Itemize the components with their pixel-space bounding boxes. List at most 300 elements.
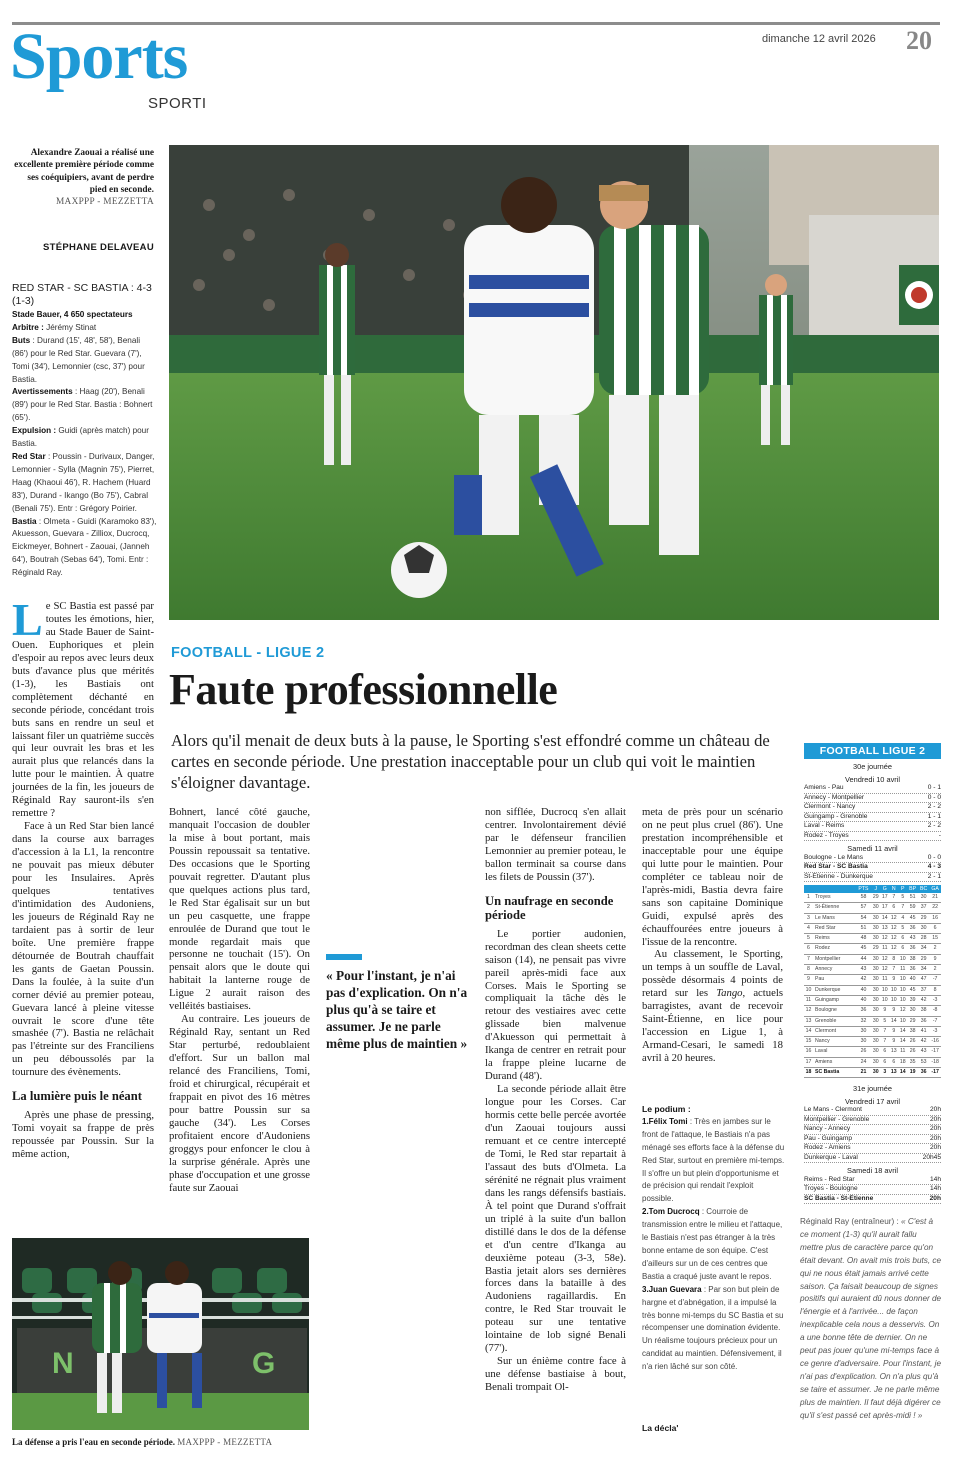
team-name: Boulogne <box>813 1006 856 1016</box>
standings-cell: 15 <box>929 934 941 944</box>
standings-cell: 9 <box>804 975 813 985</box>
standings-cell: 30 <box>871 913 880 923</box>
standings-cell: 36 <box>907 944 918 954</box>
standings-cell: 6 <box>804 944 813 954</box>
standings-cell: 30 <box>918 893 929 903</box>
photo-caption-main <box>12 147 154 208</box>
standings-cell: 12 <box>889 923 898 933</box>
standings-cell: 7 <box>889 965 898 975</box>
match-score: 4 - 3 <box>927 863 941 870</box>
standings-cell: -3 <box>929 1026 941 1036</box>
coach-quote <box>800 1216 942 1423</box>
standings-row <box>804 975 941 985</box>
standings-cell: 30 <box>871 1037 880 1047</box>
standings-cell: 22 <box>929 903 941 913</box>
paragraph: Bohnert, lancé côté gauche, manquait l'occasion de doubler la mise à bout portant, mais Poussin repoussait sa tentative. Des occasions que le Sporting pouvait regretter. D'autant plus que quelques actions plus tard, le Red Star égalisait sur un but un peu casquette, une frappe enroulée de Durand que tout le monde regardait mais que personne ne touchait (15'). On pensait alors que le doute qui habitait la lanterne rouge de Ligue 2 aurait raison des velléités bastiaises. <box>169 806 310 1013</box>
standings-row <box>804 1047 941 1057</box>
standings-cell: 10 <box>898 1016 907 1026</box>
standings-cell: -7 <box>929 975 941 985</box>
kickoff-time: 20h <box>929 1125 941 1133</box>
match-teams: Guingamp - Grenoble <box>804 812 868 820</box>
day-label: Samedi 11 avril <box>847 844 898 853</box>
match-teams: Annecy - Montpellier <box>804 793 865 801</box>
caption-text: Alexandre Zaouai a réalisé une excellente première période comme ses coéquipiers, avant de perdre pied en seconde. <box>14 148 154 195</box>
fixtures-friday <box>804 1106 941 1163</box>
standings-cell: 1 <box>804 893 813 903</box>
standings-cell: 30 <box>871 1006 880 1016</box>
stadium: Stade Bauer, 4 650 spectateurs <box>12 310 133 319</box>
standings-cell: 47 <box>918 975 929 985</box>
standings-cell: 29 <box>918 954 929 964</box>
result-row <box>804 863 941 873</box>
standings-cell: 30 <box>871 1057 880 1067</box>
standings-cell: 43 <box>856 965 872 975</box>
standings-cell: 30 <box>871 995 880 1005</box>
podium-box <box>642 1103 787 1374</box>
standings-cell: 34 <box>918 965 929 975</box>
standings-row <box>804 1057 941 1067</box>
podium-item: 3.Juan Guevara : Par son but plein de hargne et d'abnégation, il a impulsé la très bonne mi-temps du SC Bastia et su récompenser une domination évidente. Un réalisme toujours précieux pour un candidat au maintien. Défensivement, il n'a rien lâché sur son côté. <box>642 1284 784 1372</box>
subheading: Un naufrage en seconde période <box>485 893 614 922</box>
standings-cell: 42 <box>856 975 872 985</box>
standings-cell: -3 <box>929 995 941 1005</box>
standings-cell: 12 <box>880 954 889 964</box>
standings-cell: 10 <box>804 985 813 995</box>
standings-cell: 3 <box>804 913 813 923</box>
standings-row <box>804 903 941 913</box>
standings-cell: -17 <box>929 1047 941 1057</box>
match-score: RED STAR - SC BASTIA : 4-3 (1-3) <box>12 282 152 307</box>
standings-cell: 18 <box>898 1057 907 1067</box>
result-row <box>804 803 941 813</box>
standings-column-header: BC <box>920 886 928 892</box>
subheading: La lumière puis le néant <box>12 1089 142 1104</box>
standings-cell: 11 <box>804 995 813 1005</box>
standings-cell: 30 <box>871 923 880 933</box>
standings-cell: 12 <box>804 1006 813 1016</box>
fixtures-saturday <box>804 1176 941 1205</box>
result-row <box>804 813 941 823</box>
standings-cell: 45 <box>907 913 918 923</box>
page-number: 20 <box>906 26 932 55</box>
standings-cell: 54 <box>856 913 872 923</box>
fact-goals: Buts : Durand (15', 48', 58'), Benali (86') pour le Red Star. Guevara (7'), Tomi (34'), Lemonnier (csc, 37') pour Bastia. <box>12 335 145 384</box>
result-row <box>804 784 941 794</box>
paragraph: La seconde période allait être longue pour les Corses. Car hormis cette belle percée avortée d'un Zaouai toujours aussi remuant et ce centre intercepté de Tomi, le Red star repartait à l'assaut des buts d'Olmeta. La sérénité ne régnait plus vraiment dans les rangs défensifs bastiais. À tel point que Durand s'offrait un triplé à la suite d'un ballon distillé dans le dos de la défense et d'un centre d'Ikanga au deuxième poteau (3-3, 58e). Bastia jetait alors ses dernières forces dans la bataille à des Audoniens ragaillardis. En contre, le Red Star trouvait le poteau sur une tentative lointaine de lob signé Benali (77'). <box>485 1083 626 1355</box>
result-row <box>804 873 941 883</box>
football-match-photo <box>169 145 939 620</box>
standings-row <box>804 954 941 964</box>
fixture-row <box>804 1195 941 1205</box>
photo-caption-secondary: La défense a pris l'eau en seconde période. MAXPPP - MEZZETTA <box>12 1437 273 1447</box>
standings-cell: 30 <box>856 1026 872 1036</box>
standings-cell: 41 <box>918 1026 929 1036</box>
standings-cell: 2 <box>804 903 813 913</box>
standings-column-header: N <box>889 885 898 893</box>
standings-cell: 9 <box>889 975 898 985</box>
result-row <box>804 794 941 804</box>
standings-cell: 43 <box>918 1047 929 1057</box>
quote-text: « C'est à ce moment (1-3) qu'il aurait fallu mettre plus de caractère parce qu'on était devant. On avait mis trois buts, ce qui ne nous était jamais arrivé cette saison. Ça faisait beaucoup de signes positifs qui auraient dû nous donner de l'énergie et à l'arrivée... de façon inexplicable cela nous a desservis. On a une bonne tête de dernier. On ne peut pas jouer qu'une mi-temps face à ce genre d'adversaire. Pour l'instant, je n'ai pas d'explication. On n'a plus qu'à se taire et assumer. Je ne parle même plus de maintien. Il faut déjà digérer ce qu'il s'est passé cet après-midi ! » <box>800 1217 942 1420</box>
standings-cell: 14 <box>804 1026 813 1036</box>
standings-cell: 7 <box>880 1037 889 1047</box>
match-score: 2 - 2 <box>927 822 941 829</box>
match-score: 1 - 1 <box>927 812 941 820</box>
standings-cell: 2 <box>929 965 941 975</box>
standings-cell: -16 <box>929 1037 941 1047</box>
standings-cell: -8 <box>929 1006 941 1016</box>
standings-cell: 53 <box>918 1057 929 1067</box>
standings-row <box>804 934 941 944</box>
standings-cell: 13 <box>880 923 889 933</box>
article-kicker: FOOTBALL - LIGUE 2 <box>171 645 325 661</box>
standings-row <box>804 893 941 903</box>
podium-item: 2.Tom Ducrocq : Courroie de transmission entre le milieu et l'attaque, le Bastiais n'est pas étranger à la très bonne entame de son équipe. C'est d'ailleurs sur un de ces centres que Bastia a craqué juste avant le repos. <box>642 1207 783 1281</box>
team-name: Pau <box>813 975 856 985</box>
standings-cell: 59 <box>907 903 918 913</box>
quote-speaker: Réginald Ray (entraîneur) : <box>800 1217 899 1226</box>
standings-cell: 10 <box>880 995 889 1005</box>
standings-cell: 18 <box>804 1068 813 1078</box>
standings-cell: 4 <box>804 923 813 933</box>
standings-row <box>804 1026 941 1036</box>
fixture-row <box>804 1106 941 1116</box>
match-teams: Dunkerque - Laval <box>804 1153 858 1161</box>
fact-expulsion: Expulsion : Guidi (après match) pour Bastia. <box>12 426 149 449</box>
section-subtitle: SPORTI <box>148 95 207 112</box>
standings-cell: 45 <box>856 944 872 954</box>
standings-cell: 9 <box>889 1037 898 1047</box>
article-column-1 <box>12 594 154 1161</box>
standings-cell: 10 <box>898 985 907 995</box>
standings-column-header: PTS <box>856 885 872 893</box>
match-teams: St-Etienne - Dunkerque <box>804 872 873 880</box>
standings-cell: 36 <box>907 923 918 933</box>
decla-title: La décla' <box>642 1423 679 1433</box>
board-letter: G <box>252 1347 276 1380</box>
standings-cell: 30 <box>918 923 929 933</box>
team-name: Amiens <box>813 1057 856 1067</box>
standings-cell: 30 <box>871 1047 880 1057</box>
standings-row <box>804 1016 941 1026</box>
team-name: Troyes <box>813 893 856 903</box>
match-score: 0 - 0 <box>927 793 941 801</box>
standings-cell: 37 <box>918 985 929 995</box>
standings-cell: 28 <box>918 934 929 944</box>
fixture-row <box>804 1154 941 1164</box>
standings-cell: 14 <box>898 1026 907 1036</box>
standings-cell: 36 <box>907 965 918 975</box>
standings-cell: 8 <box>804 965 813 975</box>
standings-column-header: P <box>898 885 907 893</box>
standings-cell: 4 <box>898 913 907 923</box>
standings-column-header: BP <box>909 886 917 892</box>
standings-cell: 29 <box>871 893 880 903</box>
standings-cell: 42 <box>918 1037 929 1047</box>
kickoff-time: 20h <box>929 1144 941 1152</box>
standings-cell: 6 <box>898 934 907 944</box>
standings-cell: 9 <box>889 1006 898 1016</box>
standings-cell: 12 <box>880 934 889 944</box>
standings-cell: 30 <box>871 903 880 913</box>
standings-cell: 6 <box>889 1057 898 1067</box>
match-score: 0 - 1 <box>927 784 941 791</box>
standings-cell: 2 <box>929 944 941 954</box>
kickoff-time: 20h <box>929 1106 941 1114</box>
standings-cell: 5 <box>898 923 907 933</box>
standings-cell: 30 <box>871 965 880 975</box>
article-column-2 <box>169 806 310 1195</box>
fact-lineup-redstar: Red Star : Poussin - Durivaux, Danger, Lemonnier - Sylla (Magnin 75'), Pierret, Haag (Khaoui 46'), R. Hachem (Huard 83'), Durand - Ikango (Bo 75'), Cabral (Benali 75'). Entr : Grégory Poirier. <box>12 451 155 513</box>
standings-cell: 40 <box>856 985 872 995</box>
standings-row <box>804 995 941 1005</box>
match-teams: Amiens - Pau <box>804 784 844 791</box>
paragraph: Au classement, le Sporting, un temps à un souffle de Laval, possède désormais 4 points de retard sur les Tango, actuels barragistes, avant de recevoir Saint-Étienne, en lice pour l'accession en Ligue 1, à Armand-Cesari, le samedi 18 avril à 20 heures. <box>642 948 783 1065</box>
standings-cell: 5 <box>898 893 907 903</box>
standings-cell: 30 <box>907 1006 918 1016</box>
fixture-row <box>804 1144 941 1154</box>
match-teams: Boulogne - Le Mans <box>804 853 864 861</box>
article-headline: Faute professionnelle <box>169 665 558 714</box>
match-teams: Red Star - SC Bastia <box>804 863 868 870</box>
standings-cell: 10 <box>898 975 907 985</box>
standings-cell: 10 <box>898 954 907 964</box>
standings-cell: 37 <box>918 903 929 913</box>
standings-cell: 8 <box>889 954 898 964</box>
standings-cell: 26 <box>907 1037 918 1047</box>
drop-cap: L <box>12 594 43 645</box>
team-name: Le Mans <box>813 913 856 923</box>
day-label: Samedi 18 avril <box>847 1166 898 1176</box>
paragraph: Sur un énième contre face à une défense bastiaise à bout, Benali trompait Ol- <box>485 1355 626 1394</box>
standings-cell: 3 <box>880 1068 889 1078</box>
issue-date: dimanche 12 avril 2026 <box>762 33 876 45</box>
match-teams: Reims - Red Star <box>804 1175 855 1183</box>
team-name: Montpellier <box>813 954 856 964</box>
team-name: Reims <box>813 934 856 944</box>
standings-cell: 10 <box>880 985 889 995</box>
standings-cell: 39 <box>907 995 918 1005</box>
standings-cell: 10 <box>889 995 898 1005</box>
standings-cell: 32 <box>856 1016 872 1026</box>
standings-cell: 8 <box>929 985 941 995</box>
article-column-4 <box>642 806 783 1065</box>
section-title: Sports <box>10 20 188 93</box>
team-name: Nancy <box>813 1037 856 1047</box>
standings-cell: 30 <box>871 954 880 964</box>
standings-cell: 17 <box>880 893 889 903</box>
result-row <box>804 822 941 832</box>
match-teams: Troyes - Boulogne <box>804 1185 858 1193</box>
standings-cell: 16 <box>804 1047 813 1057</box>
standings-cell: 12 <box>889 944 898 954</box>
team-name: SC Bastia <box>813 1068 856 1078</box>
match-teams: Pau - Guingamp <box>804 1134 853 1142</box>
standings-table <box>804 885 941 1078</box>
standings-cell: 30 <box>871 985 880 995</box>
standings-cell: 40 <box>856 995 872 1005</box>
team-name: Grenoble <box>813 1016 856 1026</box>
standings-column-header: J <box>871 885 880 893</box>
standings-cell: 38 <box>907 1026 918 1036</box>
day-label: Vendredi 17 avril <box>844 1096 901 1106</box>
standings-cell: 9 <box>880 1006 889 1016</box>
standings-cell: 7 <box>804 954 813 964</box>
standings-cell: 26 <box>856 1047 872 1057</box>
photo-credit: MAXPPP - MEZZETTA <box>55 197 154 208</box>
lead-paragraph: Le SC Bastia est passé par toutes les émotions, hier, au Stade Bauer de Saint-Ouen. Euphoriques et plein d'espoir au repos avec leurs deux buts d'avance plus que mérités (1-3), les Bastiais ont complètement déchanté en seconde période, concédant trois buts sans en rendre un seul et laissant filer un quatrième succès qui leur ouvrait les bras et les aurait plus que relancés dans la lutte pour le maintien. À quatre journées de la fin, les joueurs de Réginald Ray sauront-ils s'en remettre ? <box>12 594 154 820</box>
pull-quote: « Pour l'instant, je n'ai pas d'explication. On n'a plus qu'à se taire et assumer. Je ne parle même plus de maintien » <box>326 968 468 1051</box>
team-name: Red Star <box>813 923 856 933</box>
paragraph: Après une phase de pressing, Tomi voyait sa frappe de près repoussée par Poussin. Sur la même action, <box>12 1109 154 1161</box>
standings-cell: 15 <box>804 1037 813 1047</box>
standings-row <box>804 965 941 975</box>
team-name: Guingamp <box>813 995 856 1005</box>
fixture-row <box>804 1135 941 1145</box>
standings-cell: 21 <box>856 1068 872 1078</box>
standings-cell: 11 <box>898 965 907 975</box>
standings-cell: 14 <box>889 1016 898 1026</box>
standings-cell: 6 <box>898 944 907 954</box>
kickoff-time: 20h <box>929 1134 941 1142</box>
standings-cell: 11 <box>898 1047 907 1057</box>
standings-cell: 12 <box>889 913 898 923</box>
team-name: St-Étienne <box>813 903 856 913</box>
standings-cell: 12 <box>880 965 889 975</box>
match-teams: Montpellier - Grenoble <box>804 1115 870 1123</box>
standings-cell: 16 <box>929 913 941 923</box>
standings-cell: 7 <box>889 893 898 903</box>
standings-cell: 7 <box>898 903 907 913</box>
standings-cell: 6 <box>880 1047 889 1057</box>
match-teams: Rodez - Amiens <box>804 1144 851 1152</box>
standings-cell: 36 <box>918 1016 929 1026</box>
standings-column-header: G <box>880 885 889 893</box>
quote-accent-bar <box>326 954 362 960</box>
fact-cards: Avertissements : Haag (20'), Benali (89') pour le Red Star. Bastia : Bohnert (65'). <box>12 387 153 423</box>
kickoff-time: 14h <box>929 1175 941 1183</box>
standings-cell: 7 <box>880 1026 889 1036</box>
standings-cell: 36 <box>856 1006 872 1016</box>
team-name: Annecy <box>813 965 856 975</box>
standings-cell: 57 <box>856 903 872 913</box>
match-score: 2 - 1 <box>927 872 941 880</box>
standings-column-header <box>813 885 856 893</box>
standings-cell: 6 <box>889 903 898 913</box>
standings-cell: 36 <box>918 1068 929 1078</box>
standings-cell: 11 <box>880 975 889 985</box>
standings-cell: 13 <box>889 1068 898 1078</box>
match-teams: Nancy - Annecy <box>804 1125 851 1133</box>
results-saturday <box>804 854 941 883</box>
defense-photo <box>12 1238 309 1430</box>
standings-cell: 24 <box>856 1057 872 1067</box>
match-teams: Laval - Reims <box>804 822 845 829</box>
standings-cell: 30 <box>871 1068 880 1078</box>
team-name: Laval <box>813 1047 856 1057</box>
paragraph: meta de près pour un scénario on ne peut plus cruel (86'). Une prestation incompréhensible et inacceptable pour une équipe qui lutte pour le maintien. Pour compléter ce tableau noir de l'après-midi, Bastia devra faire sans son capitaine Dominique Guidi, expulsé après des échauffourées entre joueurs à l'issue de la rencontre. <box>642 806 783 948</box>
paragraph: Face à un Red Star bien lancé dans la course aux barrages d'accession à la L1, la rencontre ne pouvait pas mieux débuter pour les Insulaires. Après quelques tentatives d'intimidation des Audoniens, les joueurs de Réginald Ray ne tardaient pas à sortir de leur boîte. Une première frappe détournée de Boutrah chauffait les gants de Gaetan Poussin. Dans la foulée, à la suite d'un corner dévié au premier poteau, Guevara lancé à pleine vitesse ouvrait le score d'une tête smashée (7'). Bastia ne relâchait pas l'étreinte sur des Franciliens un peu déboussolés par la tournure des évènements. <box>12 820 154 1079</box>
standings-cell: 34 <box>918 944 929 954</box>
sidebar-title: FOOTBALL LIGUE 2 <box>804 743 941 759</box>
podium-item: 1.Félix Tomi : Très en jambes sur le front de l'attaque, le Bastiais n'a pas ménagé ses efforts face à la défense du Red Star, surtout en première mi-temps. Il s'offre un but plein d'opportunisme et de précision qui rendait l'exploit possible. <box>642 1116 785 1204</box>
standings-cell: 21 <box>929 893 941 903</box>
standings-cell: 30 <box>871 1016 880 1026</box>
standings-cell: 29 <box>918 913 929 923</box>
standings-cell: 13 <box>889 1047 898 1057</box>
standings-cell: 38 <box>918 1006 929 1016</box>
standings-cell: 51 <box>856 923 872 933</box>
standings-cell: 13 <box>804 1016 813 1026</box>
standings-cell: 30 <box>856 1037 872 1047</box>
result-row <box>804 854 941 864</box>
standings-cell: 26 <box>907 1047 918 1057</box>
standings-cell: 5 <box>804 934 813 944</box>
team-name: Dunkerque <box>813 985 856 995</box>
fixture-row <box>804 1176 941 1186</box>
team-name: Clermont <box>813 1026 856 1036</box>
kickoff-time: 20h <box>929 1194 941 1202</box>
ligue2-sidebar <box>804 743 941 1204</box>
article-standfirst: Alors qu'il menait de deux buts à la pause, le Sporting s'est effondré comme un château de cartes en seconde période. Une prestation inacceptable pour un club qui voit le maintien s'éloigner davantage. <box>171 731 770 792</box>
standings-cell: 51 <box>907 893 918 903</box>
standings-cell: 14 <box>898 1068 907 1078</box>
standings-row <box>804 923 941 933</box>
standings-cell: 29 <box>871 944 880 954</box>
match-score: 0 - 0 <box>927 853 941 861</box>
match-teams: Clermont - Nancy <box>804 803 856 810</box>
standings-cell: 17 <box>804 1057 813 1067</box>
standings-cell: 58 <box>856 893 872 903</box>
fixture-row <box>804 1116 941 1126</box>
match-teams: SC Bastia - St-Étienne <box>804 1194 874 1202</box>
standings-header <box>804 885 941 893</box>
kickoff-time: 14h <box>929 1185 941 1193</box>
podium-title: Le podium : <box>642 1104 691 1114</box>
results-friday <box>804 784 941 841</box>
standings-cell: 19 <box>907 1068 918 1078</box>
round-label: 31e journée <box>852 1084 893 1094</box>
standings-cell: 30 <box>871 975 880 985</box>
standings-cell: 43 <box>907 934 918 944</box>
round-label: 30e journée <box>852 762 893 771</box>
result-row <box>804 832 941 842</box>
kickoff-time: 20h45 <box>922 1153 941 1161</box>
fixture-row <box>804 1185 941 1195</box>
standings-cell: 11 <box>880 944 889 954</box>
author-byline: STÉPHANE DELAVEAU <box>42 242 154 253</box>
standings-row <box>804 1068 941 1078</box>
standings-cell: -18 <box>929 1057 941 1067</box>
standings-cell: 30 <box>871 1026 880 1036</box>
paragraph: non sifflée, Ducrocq s'en allait centrer. Involontairement dévié par le défenseur francilien Lemonnier au premier poteau, le ballon terminait sa course dans les filets de Poussin (37'). <box>485 806 626 883</box>
standings-row <box>804 1006 941 1016</box>
paragraph: Le portier audonien, recordman des clean sheets cette saison (14), ne pensait pas vivre pareil après-midi face aux Corses. Mais le Sporting se compliquait la tâche dès le retour des vestiaires avec cette glissade bien malvenue d'Akuesson qui permettait à Ikanga de centrer en retrait pour la frappe pleine lucarne de Durand (48'). <box>485 927 626 1083</box>
standings-cell: 38 <box>907 954 918 964</box>
board-letter: N <box>52 1347 74 1380</box>
standings-cell: 12 <box>898 1006 907 1016</box>
fact-referee: Arbitre : Jérémy Stinat <box>12 322 97 332</box>
standings-cell: 10 <box>889 985 898 995</box>
standings-cell: 45 <box>907 985 918 995</box>
standings-row <box>804 944 941 954</box>
standings-cell: 6 <box>929 923 941 933</box>
standings-cell: 6 <box>880 1057 889 1067</box>
standings-cell: 44 <box>856 954 872 964</box>
standings-cell: 42 <box>918 995 929 1005</box>
standings-cell: 10 <box>898 995 907 1005</box>
fixture-row <box>804 1125 941 1135</box>
